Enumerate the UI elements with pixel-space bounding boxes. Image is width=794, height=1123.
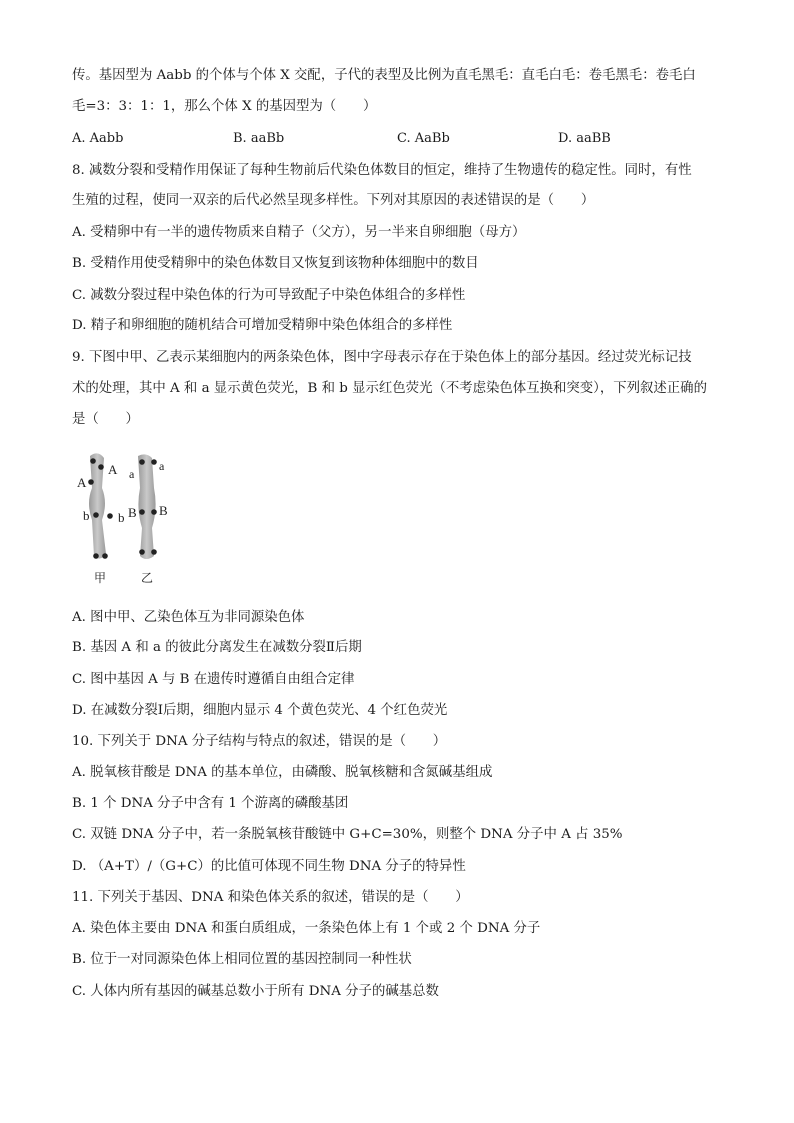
q7-option-b: B. aaBb xyxy=(233,131,285,146)
q7-stem-line2: 毛=3：3：1：1，那么个体 X 的基因型为（ ） xyxy=(72,99,377,114)
gene-label-B-left: B xyxy=(128,505,137,520)
q7-option-a: A. Aabb xyxy=(72,131,124,146)
chromosome-jia xyxy=(77,453,125,585)
chromosome-label-yi: 乙 xyxy=(141,571,154,585)
q8-option-a: A. 受精卵中有一半的遗传物质来自精子（父方），另一半来自卵细胞（母方） xyxy=(72,225,526,240)
q9-option-b: B. 基因 A 和 a 的彼此分离发生在减数分裂Ⅱ后期 xyxy=(72,640,362,655)
q10-option-a: A. 脱氧核苷酸是 DNA 的基本单位，由磷酸、脱氧核糖和含氮碱基组成 xyxy=(72,765,493,780)
q10-option-c: C. 双链 DNA 分子中，若一条脱氧核苷酸链中 G+C=30%，则整个 DNA 分子中 A 占 35% xyxy=(72,827,623,842)
gene-dot xyxy=(107,513,113,519)
gene-label-b-left: b xyxy=(83,508,90,523)
chromosome-yi-shape xyxy=(138,454,156,559)
gene-dot xyxy=(151,509,157,515)
chromosome-jia-shape xyxy=(89,453,106,558)
gene-label-a-left: a xyxy=(129,467,135,481)
gene-dot xyxy=(151,459,157,465)
gene-label-b-right: b xyxy=(118,510,125,525)
q11-option-b: B. 位于一对同源染色体上相同位置的基因控制同一种性状 xyxy=(72,952,412,967)
gene-dot xyxy=(139,459,145,465)
q11-stem: 11. 下列关于基因、DNA 和染色体关系的叙述，错误的是（ ） xyxy=(72,890,469,905)
q9-option-a: A. 图中甲、乙染色体互为非同源染色体 xyxy=(72,610,305,625)
gene-dot xyxy=(88,479,94,485)
q11-option-a: A. 染色体主要由 DNA 和蛋白质组成，一条染色体上有 1 个或 2 个 DNA 分子 xyxy=(72,921,541,936)
q10-stem: 10. 下列关于 DNA 分子结构与特点的叙述，错误的是（ ） xyxy=(72,734,447,749)
q10-option-d: D. （A+T）/（G+C）的比值可体现不同生物 DNA 分子的特异性 xyxy=(72,859,466,874)
gene-dot xyxy=(93,553,99,559)
q8-stem-line2: 生殖的过程，使同一双亲的后代必然呈现多样性。下列对其原因的表述错误的是（ ） xyxy=(72,193,595,208)
gene-label-B-right: B xyxy=(159,503,168,518)
gene-dot xyxy=(98,464,104,470)
q7-option-c: C. AaBb xyxy=(397,131,450,146)
q7-option-d: D. aaBB xyxy=(558,131,611,146)
q7-stem-line1: 传。基因型为 Aabb 的个体与个体 X 交配，子代的表型及比例为直毛黑毛：直毛白毛：卷毛黑毛：卷毛白 xyxy=(72,68,696,83)
q11-option-c: C. 人体内所有基因的碱基总数小于所有 DNA 分子的碱基总数 xyxy=(72,984,439,999)
q9-option-c: C. 图中基因 A 与 B 在遗传时遵循自由组合定律 xyxy=(72,672,355,687)
q8-option-d: D. 精子和卵细胞的随机结合可增加受精卵中染色体组合的多样性 xyxy=(72,318,453,333)
gene-dot xyxy=(102,553,108,559)
q8-option-b: B. 受精作用使受精卵中的染色体数目又恢复到该物种体细胞中的数目 xyxy=(72,256,479,271)
q8-stem-line1: 8. 减数分裂和受精作用保证了每种生物前后代染色体数目的恒定，维持了生物遗传的稳定性。同时，有性 xyxy=(72,163,692,178)
chromosome-figure xyxy=(74,448,184,588)
q9-stem-line2: 术的处理，其中 A 和 a 显示黄色荧光，B 和 b 显示红色荧光（不考虑染色体互换和突变），下列叙述正确的 xyxy=(72,381,707,396)
gene-dot xyxy=(139,509,145,515)
q9-stem-line3: 是（ ） xyxy=(72,412,139,427)
gene-dot xyxy=(90,458,96,464)
gene-label-A-top: A xyxy=(108,462,118,477)
gene-label-a-right: a xyxy=(159,459,165,473)
q8-option-c: C. 减数分裂过程中染色体的行为可导致配子中染色体组合的多样性 xyxy=(72,288,466,303)
q9-stem-line1: 9. 下图中甲、乙表示某细胞内的两条染色体，图中字母表示存在于染色体上的部分基因。经过荧光标记技 xyxy=(72,350,692,365)
q10-option-b: B. 1 个 DNA 分子中含有 1 个游离的磷酸基团 xyxy=(72,796,349,811)
chromosome-label-jia: 甲 xyxy=(94,571,107,585)
gene-dot xyxy=(151,549,157,555)
gene-dot xyxy=(93,512,99,518)
q9-option-d: D. 在减数分裂Ⅰ后期，细胞内显示 4 个黄色荧光、4 个红色荧光 xyxy=(72,703,448,718)
gene-label-A-left: A xyxy=(77,475,87,490)
chromosome-yi xyxy=(128,454,168,585)
gene-dot xyxy=(139,549,145,555)
